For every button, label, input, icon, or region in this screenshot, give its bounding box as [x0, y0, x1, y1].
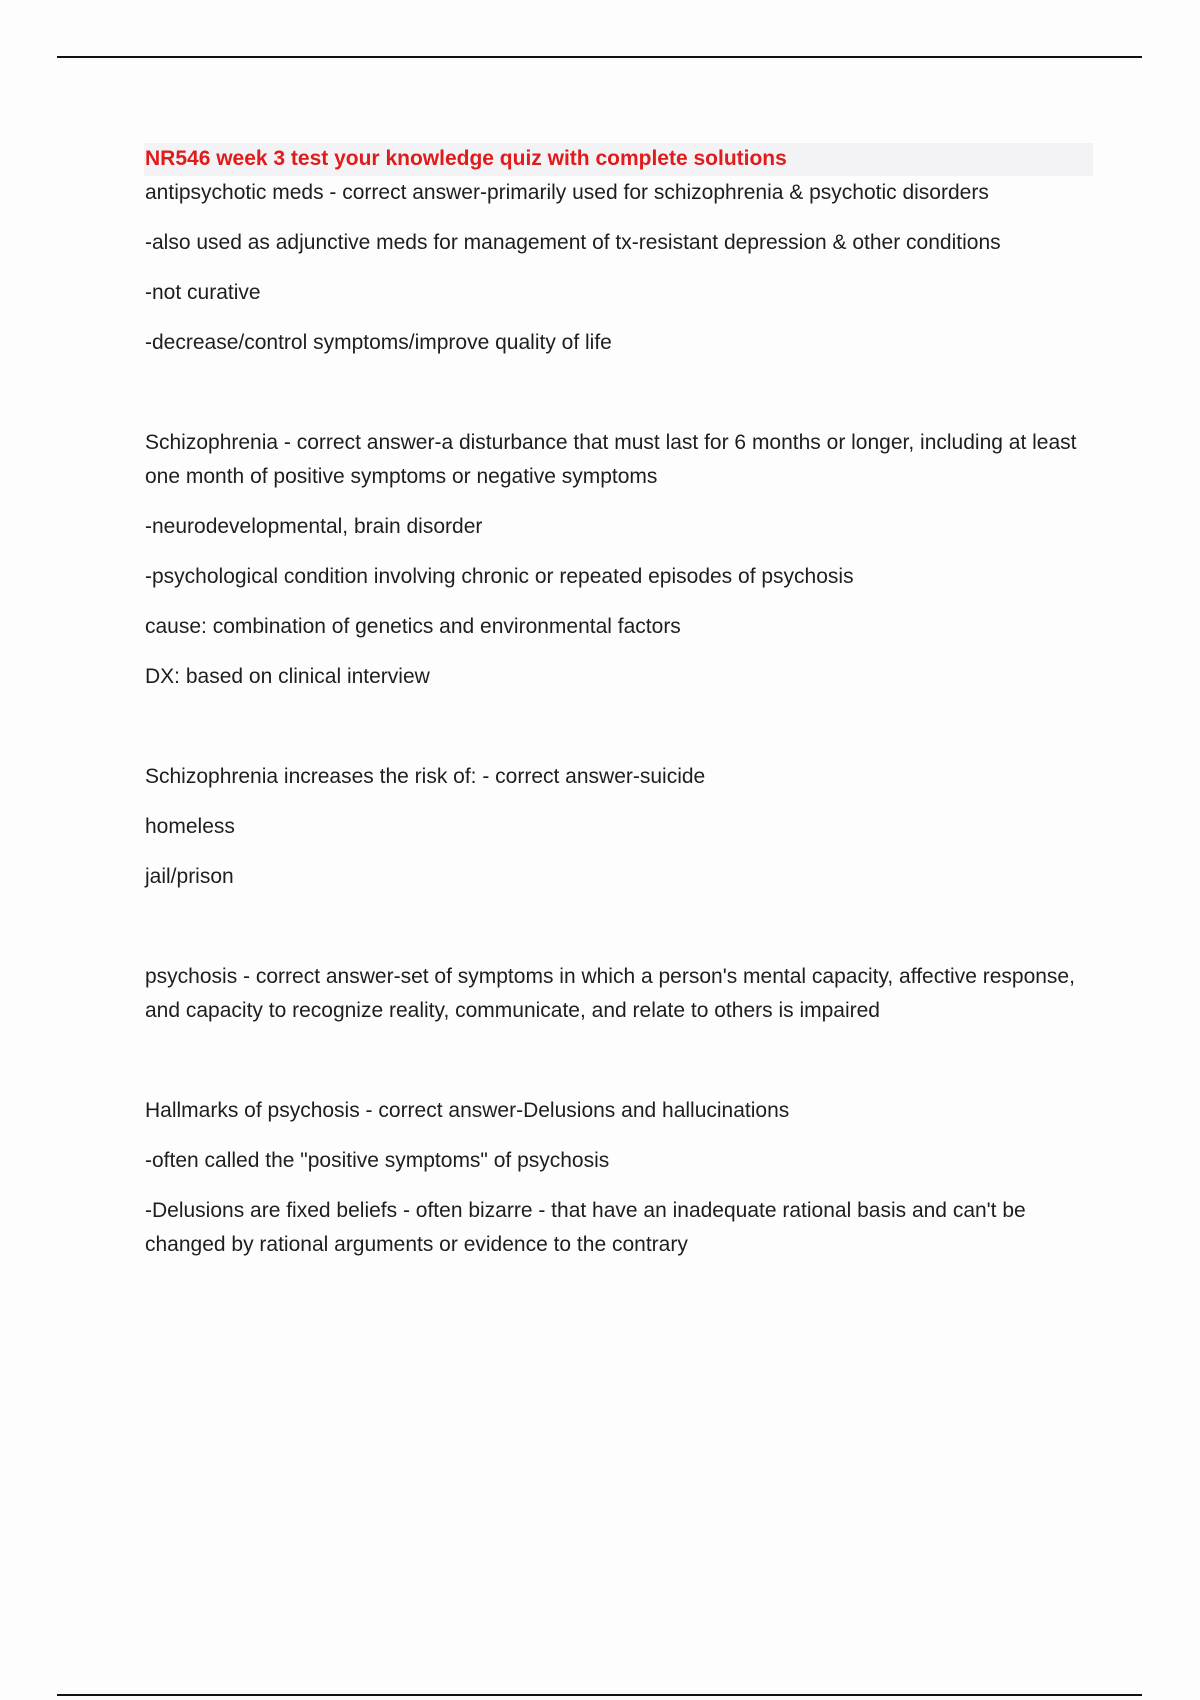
entry-line: DX: based on clinical interview — [145, 665, 430, 688]
bottom-rule — [57, 1694, 1142, 1696]
entry-line: -Delusions are fixed beliefs - often bizarre - that have an inadequate rational basis and can't be changed by rational arguments or evidence to the contrary — [145, 1199, 1026, 1256]
entry-spacer — [145, 376, 1095, 426]
entry-line: -often called the "positive symptoms" of psychosis — [145, 1149, 610, 1172]
qa-entry-schizophrenia — [145, 426, 1095, 694]
top-rule — [57, 56, 1142, 58]
entry-line: -decrease/control symptoms/improve quality of life — [145, 331, 612, 354]
qa-entry-psychosis — [145, 960, 1095, 1028]
entry-line: -also used as adjunctive meds for management of tx-resistant depression & other conditions — [145, 231, 1001, 254]
entry-spacer — [145, 1044, 1095, 1094]
entry-spacer — [145, 710, 1095, 760]
entry-line: Hallmarks of psychosis - correct answer-Delusions and hallucinations — [145, 1099, 790, 1122]
entry-spacer — [145, 910, 1095, 960]
document-body — [145, 143, 1095, 1278]
entry-line: psychosis - correct answer-set of symptoms in which a person's mental capacity, affective response, and capacity to recognize reality, communicate, and relate to others is impaired — [145, 965, 1075, 1022]
entry-line: jail/prison — [145, 865, 234, 888]
qa-entry-hallmarks-of-psychosis — [145, 1094, 1095, 1262]
entry-line: Schizophrenia increases the risk of: - correct answer-suicide — [145, 765, 706, 788]
qa-entry-schizophrenia-risk — [145, 760, 1095, 894]
entry-line: -psychological condition involving chronic or repeated episodes of psychosis — [145, 565, 854, 588]
qa-entry-antipsychotic-meds — [145, 176, 1095, 360]
entry-line: -not curative — [145, 281, 261, 304]
entry-line: homeless — [145, 815, 235, 838]
document-title: NR546 week 3 test your knowledge quiz with complete solutions — [144, 143, 1093, 176]
entry-line: cause: combination of genetics and environmental factors — [145, 615, 681, 638]
entry-line: -neurodevelopmental, brain disorder — [145, 515, 483, 538]
entry-line: Schizophrenia - correct answer-a disturbance that must last for 6 months or longer, including at least one month of positive symptoms or negative symptoms — [145, 431, 1077, 488]
entry-line: antipsychotic meds - correct answer-primarily used for schizophrenia & psychotic disorders — [145, 181, 989, 204]
